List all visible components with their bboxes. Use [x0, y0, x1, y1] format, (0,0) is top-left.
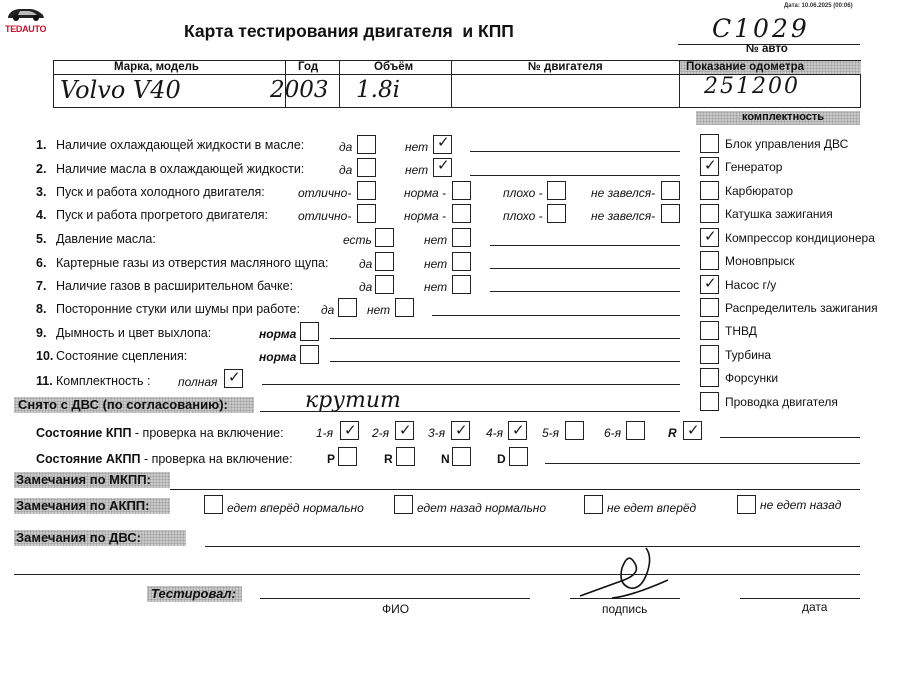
completeness-checkbox-8[interactable] — [700, 298, 719, 317]
fio-line — [260, 598, 530, 599]
kpp-gear-4-label: 4-я — [486, 426, 504, 440]
q6-yes-label: да — [359, 257, 373, 271]
completeness-checkbox-10[interactable] — [700, 345, 719, 364]
q7-no-checkbox[interactable] — [452, 275, 471, 294]
removed-label: Снято с ДВС (по согласованию): — [18, 397, 228, 412]
akpp-mode-r-checkbox[interactable] — [396, 447, 415, 466]
kpp-gear-3-check-mark: ✓ — [455, 421, 468, 439]
akpp-mode-d-label: D — [497, 452, 506, 466]
kpp-gear-3-label: 3-я — [428, 426, 446, 440]
akpp-no-backward-label: не едет назад — [760, 498, 842, 512]
completeness-label-1: Блок управления ДВС — [725, 137, 849, 151]
kpp-gear-6-checkbox[interactable] — [626, 421, 645, 440]
remarks-mkpp-line — [170, 489, 860, 490]
q1-yes-checkbox[interactable] — [357, 135, 376, 154]
akpp-mode-p-checkbox[interactable] — [338, 447, 357, 466]
q3-normal-checkbox[interactable] — [452, 181, 471, 200]
kpp-gear-4-check-mark: ✓ — [512, 421, 525, 439]
q4-bad-checkbox[interactable] — [547, 204, 566, 223]
completeness-label-3: Карбюратор — [725, 184, 794, 198]
kpp-gear-1-check-mark: ✓ — [344, 421, 357, 439]
q10-note-line — [330, 361, 680, 362]
q6-no-label: нет — [424, 257, 448, 271]
question-6: 6. Картерные газы из отверстия масляного щупа: — [36, 256, 329, 270]
completeness-label-10: Турбина — [725, 348, 772, 362]
q11-full-label: полная — [178, 375, 218, 389]
completeness-label-8: Распределитель зажигания — [725, 301, 878, 315]
kpp-gear-1-label: 1-я — [316, 426, 334, 440]
completeness-label-7: Насос г/у — [725, 278, 777, 292]
question-4: 4. Пуск и работа прогретого двигателя: — [36, 208, 268, 222]
completeness-label-5: Компрессор кондиционера — [725, 231, 875, 245]
completeness-checkbox-1[interactable] — [700, 134, 719, 153]
completeness-header: комплектность — [742, 111, 825, 123]
question-10: 10. Состояние сцепления: — [36, 349, 188, 363]
header-table — [53, 60, 861, 108]
completeness-label-9: ТНВД — [725, 324, 757, 338]
completeness-label-2: Генератор — [725, 160, 783, 174]
completeness-checkbox-3[interactable] — [700, 181, 719, 200]
removed-value: крутит — [305, 388, 401, 413]
odometer-value: 251200 — [704, 74, 800, 99]
kpp-note-line — [720, 437, 860, 438]
logo — [3, 4, 47, 34]
q4-not-started-checkbox[interactable] — [661, 204, 680, 223]
q1-no-label: нет — [405, 140, 429, 154]
question-11: 11. Комплектность : — [36, 374, 151, 388]
completeness-check-mark-2: ✓ — [704, 156, 717, 174]
q9-norm-checkbox[interactable] — [300, 322, 319, 341]
completeness-checkbox-11[interactable] — [700, 368, 719, 387]
q7-yes-label: да — [359, 280, 373, 294]
kpp-gear-2-check-mark: ✓ — [399, 421, 412, 439]
completeness-checkbox-4[interactable] — [700, 204, 719, 223]
q6-no-checkbox[interactable] — [452, 252, 471, 271]
make-value: Volvo V40 — [60, 76, 181, 104]
kpp-gear-r-label: R — [668, 426, 677, 440]
q3-bad-checkbox[interactable] — [547, 181, 566, 200]
akpp-no-backward-checkbox[interactable] — [737, 495, 756, 514]
q4-excellent-label: отлично- — [298, 209, 352, 223]
remarks-dvs-line-1 — [205, 546, 860, 547]
odometer-label: Показание одометра — [686, 61, 804, 73]
remarks-mkpp-label: Замечания по МКПП: — [16, 472, 151, 487]
q10-norm-checkbox[interactable] — [300, 345, 319, 364]
q11-full-check-mark: ✓ — [228, 368, 241, 386]
make-label: Марка, модель — [114, 61, 199, 73]
q5-no-label: нет — [424, 233, 448, 247]
akpp-forward-ok-label: едет вперёд нормально — [227, 501, 364, 515]
engine-no-label: № двигателя — [528, 61, 603, 73]
q3-not-started-label: не завелся- — [591, 186, 656, 200]
q8-no-checkbox[interactable] — [395, 298, 414, 317]
tested-by-label: Тестировал: — [151, 586, 236, 601]
question-1: 1. Наличие охлаждающей жидкости в масле: — [36, 138, 305, 152]
completeness-checkbox-6[interactable] — [700, 251, 719, 270]
completeness-label-6: Моновпрыск — [725, 254, 795, 268]
q7-note-line — [490, 291, 680, 292]
remarks-akpp-label: Замечания по АКПП: — [16, 498, 150, 513]
removed-note-line — [260, 411, 680, 412]
question-8: 8. Посторонние стуки или шумы при работе: — [36, 302, 300, 316]
question-7: 7. Наличие газов в расширительном бачке: — [36, 279, 294, 293]
q11-note-line — [262, 384, 680, 385]
q6-note-line — [490, 268, 680, 269]
handwritten-signature — [572, 540, 682, 610]
q6-yes-checkbox[interactable] — [375, 252, 394, 271]
logo-text: TEDAUTO — [5, 24, 47, 34]
q10-norm-label: норма — [259, 350, 297, 364]
akpp-mode-p-label: P — [327, 452, 336, 466]
q3-normal-label: норма - — [404, 186, 447, 200]
akpp-label: Состояние АКПП - проверка на включение: — [36, 452, 293, 466]
volume-label: Объём — [374, 61, 414, 73]
auto-number-label: № авто — [746, 43, 788, 55]
akpp-no-forward-label: не едет вперёд — [607, 501, 697, 515]
date-line — [740, 598, 860, 599]
akpp-note-line — [545, 463, 860, 464]
auto-number-value: C1029 — [712, 14, 810, 43]
q4-bad-label: плохо - — [503, 209, 543, 223]
q4-not-started-label: не завелся- — [591, 209, 656, 223]
question-3: 3. Пуск и работа холодного двигателя: — [36, 185, 265, 199]
completeness-checkbox-9[interactable] — [700, 321, 719, 340]
q4-excellent-checkbox[interactable] — [357, 204, 376, 223]
car-logo-icon — [5, 4, 47, 22]
completeness-check-mark-7: ✓ — [704, 274, 717, 292]
year-label: Год — [298, 61, 319, 73]
year-value: 2003 — [270, 77, 329, 103]
date-label: дата — [802, 600, 828, 614]
q2-yes-label: да — [339, 163, 353, 177]
q2-yes-checkbox[interactable] — [357, 158, 376, 177]
completeness-label-4: Катушка зажигания — [725, 207, 833, 221]
completeness-checkbox-12[interactable] — [700, 392, 719, 411]
akpp-forward-ok-checkbox[interactable] — [204, 495, 223, 514]
kpp-gear-5-label: 5-я — [542, 426, 560, 440]
q9-note-line — [330, 338, 680, 339]
akpp-no-forward-checkbox[interactable] — [584, 495, 603, 514]
kpp-gear-6-label: 6-я — [604, 426, 622, 440]
akpp-mode-n-checkbox[interactable] — [452, 447, 471, 466]
q8-yes-label: да — [321, 303, 335, 317]
q3-not-started-checkbox[interactable] — [661, 181, 680, 200]
q2-no-check-mark: ✓ — [437, 156, 450, 174]
q3-excellent-checkbox[interactable] — [357, 181, 376, 200]
question-9: 9. Дымность и цвет выхлопа: — [36, 326, 212, 340]
q5-note-line — [490, 245, 680, 246]
kpp-gear-r-check-mark: ✓ — [687, 421, 700, 439]
akpp-mode-r-label: R — [384, 452, 393, 466]
completeness-check-mark-5: ✓ — [704, 227, 717, 245]
question-2: 2. Наличие масла в охлаждающей жидкости: — [36, 162, 305, 176]
volume-value: 1.8i — [356, 77, 400, 103]
q7-yes-checkbox[interactable] — [375, 275, 394, 294]
q3-bad-label: плохо - — [503, 186, 543, 200]
date-stamp: Дата: 10.06.2025 (00:06) — [784, 3, 853, 9]
akpp-mode-d-checkbox[interactable] — [509, 447, 528, 466]
kpp-label: Состояние КПП - проверка на включение: — [36, 426, 284, 440]
q1-yes-label: да — [339, 140, 353, 154]
question-5: 5. Давление масла: — [36, 232, 156, 246]
q2-no-label: нет — [405, 163, 429, 177]
kpp-gear-5-checkbox[interactable] — [565, 421, 584, 440]
kpp-gear-2-label: 2-я — [372, 426, 390, 440]
fio-label: ФИО — [382, 602, 410, 616]
q5-no-checkbox[interactable] — [452, 228, 471, 247]
q8-no-label: нет — [367, 303, 391, 317]
completeness-label-12: Проводка двигателя — [725, 395, 838, 409]
q1-note-line — [470, 151, 680, 152]
q2-note-line — [470, 175, 680, 176]
q5-present-checkbox[interactable] — [375, 228, 394, 247]
remarks-dvs-label: Замечания по ДВС: — [16, 530, 141, 545]
akpp-backward-ok-checkbox[interactable] — [394, 495, 413, 514]
q3-excellent-label: отлично- — [298, 186, 352, 200]
akpp-backward-ok-label: едет назад нормально — [417, 501, 547, 515]
q8-note-line — [432, 315, 680, 316]
q4-normal-checkbox[interactable] — [452, 204, 471, 223]
completeness-label-11: Форсунки — [725, 371, 779, 385]
q5-present-label: есть — [343, 233, 372, 247]
page-title: Карта тестирования двигателя и КПП — [184, 21, 514, 41]
q1-no-check-mark: ✓ — [437, 133, 450, 151]
q7-no-label: нет — [424, 280, 448, 294]
akpp-mode-n-label: N — [441, 452, 450, 466]
q9-norm-label: норма — [259, 327, 297, 341]
remarks-dvs-line-2 — [14, 574, 860, 575]
signature-label: подпись — [602, 602, 648, 616]
q4-normal-label: норма - — [404, 209, 447, 223]
q8-yes-checkbox[interactable] — [338, 298, 357, 317]
